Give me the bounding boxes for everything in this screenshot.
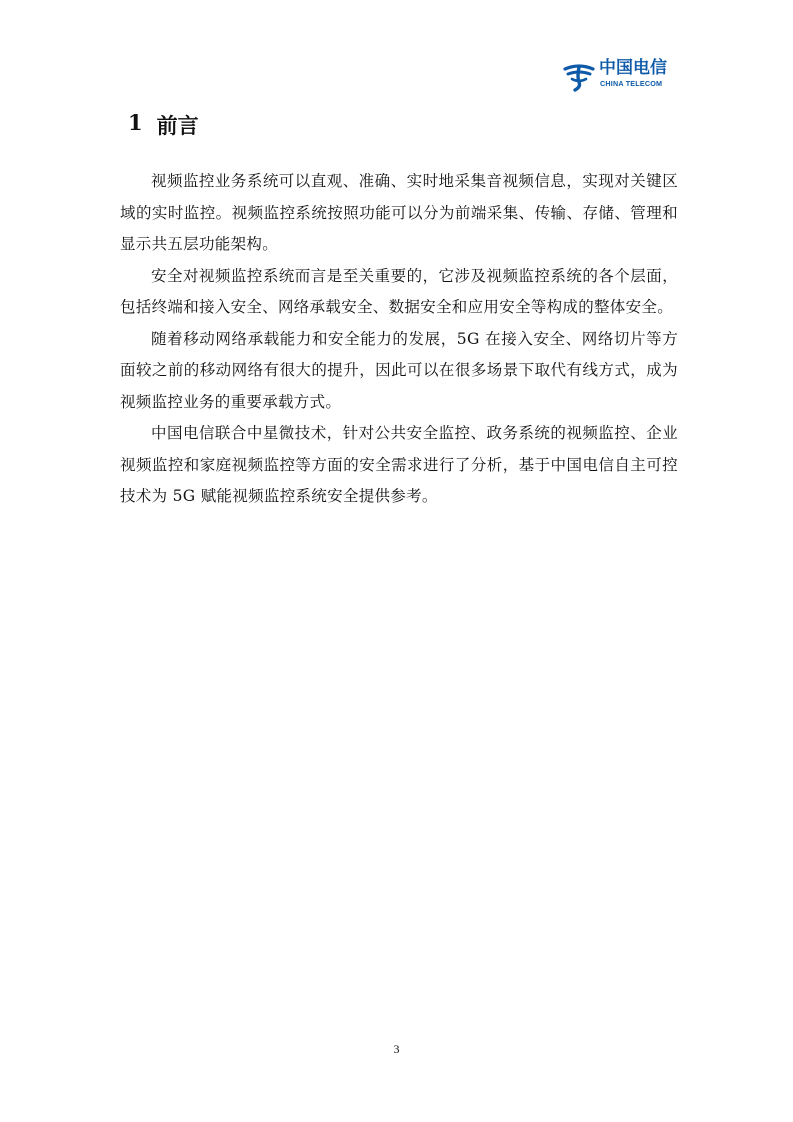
paragraph-4: 中国电信联合中星微技术，针对公共安全监控、政务系统的视频监控、企业视频监控和家庭视频监控等方面的安全需求进行了分析，基于中国电信自主可控技术为 5G 赋能视频监控系统安全提供参考。	[120, 424, 678, 505]
paragraph-2: 安全对视频监控系统而言是至关重要的，它涉及视频监控系统的各个层面，包括终端和接入安全、网络承载安全、数据安全和应用安全等构成的整体安全。	[120, 266, 678, 316]
page-number: 3	[393, 1042, 400, 1056]
body-text	[120, 166, 678, 513]
paragraph-3: 随着移动网络承载能力和安全能力的发展，5G 在接入安全、网络切片等方面较之前的移动网络有很大的提升，因此可以在很多场景下取代有线方式，成为视频监控业务的重要承载方式。	[120, 329, 678, 411]
paragraph-1: 视频监控业务系统可以直观、准确、实时地采集音视频信息，实现对关键区域的实时监控。视频监控系统按照功能可以分为前端采集、传输、存储、管理和显示共五层功能架构。	[120, 172, 678, 253]
section-title: 前言	[156, 113, 199, 138]
section-number: 1	[128, 110, 143, 135]
china-telecom-logo-icon	[562, 58, 596, 92]
section-heading	[128, 110, 199, 140]
logo-chinese-text: 中国电信	[599, 58, 667, 78]
logo-english-text: CHINA TELECOM	[600, 79, 663, 88]
china-telecom-logo	[562, 58, 674, 94]
